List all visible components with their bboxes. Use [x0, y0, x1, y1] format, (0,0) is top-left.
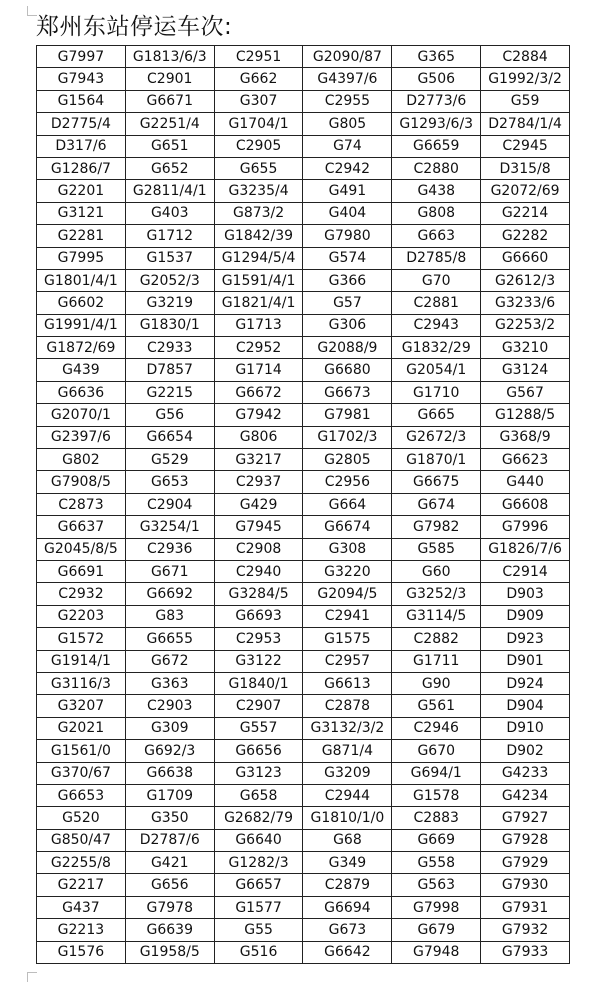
train-number-cell: G1810/1/0: [303, 807, 392, 829]
train-number-cell: G7943: [37, 68, 126, 90]
train-number-cell: C2884: [481, 46, 570, 68]
train-number-cell: G1872/69: [37, 337, 126, 359]
train-number-cell: G1914/1: [37, 650, 126, 672]
train-number-cell: G3210: [481, 337, 570, 359]
train-number-cell: G70: [392, 269, 481, 291]
train-number-cell: G7929: [481, 852, 570, 874]
train-number-cell: G83: [125, 605, 214, 627]
train-number-cell: G662: [214, 68, 303, 90]
train-number-cell: G403: [125, 202, 214, 224]
train-number-cell: G421: [125, 852, 214, 874]
train-number-cell: G1288/5: [481, 404, 570, 426]
train-number-cell: G3254/1: [125, 516, 214, 538]
train-number-cell: D7857: [125, 359, 214, 381]
train-number-cell: G2282: [481, 225, 570, 247]
train-number-cell: G1709: [125, 784, 214, 806]
train-number-cell: G1578: [392, 784, 481, 806]
train-number-cell: G1537: [125, 247, 214, 269]
train-number-cell: G2045/8/5: [37, 538, 126, 560]
train-number-cell: G692/3: [125, 740, 214, 762]
train-number-cell: G2215: [125, 381, 214, 403]
train-number-cell: G1711: [392, 650, 481, 672]
train-number-cell: G6639: [125, 919, 214, 941]
train-number-cell: G655: [214, 157, 303, 179]
table-row: [37, 560, 570, 582]
train-number-cell: D317/6: [37, 135, 126, 157]
train-number-cell: G7948: [392, 941, 481, 963]
train-number-cell: G1293/6/3: [392, 113, 481, 135]
train-number-cell: C2879: [303, 874, 392, 896]
train-number-cell: G55: [214, 919, 303, 941]
train-number-cell: G56: [125, 404, 214, 426]
train-number-cell: G1813/6/3: [125, 46, 214, 68]
train-number-cell: G658: [214, 784, 303, 806]
table-row: [37, 807, 570, 829]
train-number-cell: G2052/3: [125, 269, 214, 291]
train-number-cell: G350: [125, 807, 214, 829]
table-row: [37, 650, 570, 672]
train-number-cell: G652: [125, 157, 214, 179]
train-number-cell: G529: [125, 449, 214, 471]
train-number-cell: G1572: [37, 628, 126, 650]
train-number-cell: G2217: [37, 874, 126, 896]
train-number-cell: C2942: [303, 157, 392, 179]
train-number-cell: G2251/4: [125, 113, 214, 135]
table-row: [37, 829, 570, 851]
table-row: [37, 46, 570, 68]
train-number-cell: G3132/3/2: [303, 717, 392, 739]
train-number-cell: C2880: [392, 157, 481, 179]
train-number-cell: G68: [303, 829, 392, 851]
table-row: [37, 426, 570, 448]
train-number-cell: G674: [392, 493, 481, 515]
train-number-cell: D901: [481, 650, 570, 672]
train-number-cell: G670: [392, 740, 481, 762]
train-number-cell: G3209: [303, 762, 392, 784]
train-number-cell: G656: [125, 874, 214, 896]
train-number-cell: G2255/8: [37, 852, 126, 874]
train-number-cell: G2094/5: [303, 583, 392, 605]
train-number-cell: G1575: [303, 628, 392, 650]
page-corner-mark-bottom: [27, 972, 37, 982]
train-number-cell: D902: [481, 740, 570, 762]
train-number-cell: G673: [303, 919, 392, 941]
table-row: [37, 538, 570, 560]
train-number-cell: G1713: [214, 314, 303, 336]
train-number-cell: G2201: [37, 180, 126, 202]
table-row: [37, 359, 570, 381]
train-number-cell: C2908: [214, 538, 303, 560]
table-body: [37, 46, 570, 964]
train-number-cell: D923: [481, 628, 570, 650]
train-number-cell: D2784/1/4: [481, 113, 570, 135]
train-number-cell: G6656: [214, 740, 303, 762]
train-number-cell: G437: [37, 896, 126, 918]
table-row: [37, 516, 570, 538]
train-number-cell: G651: [125, 135, 214, 157]
train-number-cell: G3219: [125, 292, 214, 314]
train-number-cell: G1710: [392, 381, 481, 403]
train-number-cell: G1294/5/4: [214, 247, 303, 269]
train-number-cell: G7995: [37, 247, 126, 269]
train-number-cell: G1991/4/1: [37, 314, 126, 336]
table-row: [37, 157, 570, 179]
train-number-cell: G6660: [481, 247, 570, 269]
train-number-cell: G806: [214, 426, 303, 448]
train-number-cell: G6654: [125, 426, 214, 448]
train-number-cell: G6653: [37, 784, 126, 806]
train-number-cell: G873/2: [214, 202, 303, 224]
train-number-cell: G1840/1: [214, 672, 303, 694]
train-number-cell: G6657: [214, 874, 303, 896]
train-number-cell: G6608: [481, 493, 570, 515]
train-number-cell: C2943: [392, 314, 481, 336]
train-number-cell: G491: [303, 180, 392, 202]
train-number-cell: C2937: [214, 471, 303, 493]
train-number-cell: G6693: [214, 605, 303, 627]
train-number-cell: D2775/4: [37, 113, 126, 135]
train-number-cell: C2914: [481, 560, 570, 582]
train-number-cell: G516: [214, 941, 303, 963]
train-number-cell: G1577: [214, 896, 303, 918]
train-number-cell: G3207: [37, 695, 126, 717]
train-number-cell: D315/8: [481, 157, 570, 179]
train-number-cell: C2904: [125, 493, 214, 515]
train-number-cell: G3121: [37, 202, 126, 224]
table-row: [37, 269, 570, 291]
train-number-cell: G6638: [125, 762, 214, 784]
table-row: [37, 404, 570, 426]
table-row: [37, 449, 570, 471]
train-number-cell: G2088/9: [303, 337, 392, 359]
table-row: [37, 135, 570, 157]
train-number-cell: G366: [303, 269, 392, 291]
table-row: [37, 740, 570, 762]
train-number-cell: C2945: [481, 135, 570, 157]
train-number-cell: G1832/29: [392, 337, 481, 359]
train-number-cell: G4397/6: [303, 68, 392, 90]
train-number-cell: G6674: [303, 516, 392, 538]
train-number-cell: G2090/87: [303, 46, 392, 68]
train-number-cell: G6691: [37, 560, 126, 582]
train-number-cell: C2956: [303, 471, 392, 493]
train-number-cell: G363: [125, 672, 214, 694]
train-number-cell: G3123: [214, 762, 303, 784]
table-row: [37, 896, 570, 918]
train-number-cell: G1561/0: [37, 740, 126, 762]
train-number-cell: G585: [392, 538, 481, 560]
train-number-cell: G1714: [214, 359, 303, 381]
train-number-cell: C2903: [125, 695, 214, 717]
train-number-cell: G2281: [37, 225, 126, 247]
train-number-cell: G365: [392, 46, 481, 68]
train-number-cell: D909: [481, 605, 570, 627]
table-row: [37, 672, 570, 694]
train-number-cell: G3235/4: [214, 180, 303, 202]
train-number-cell: G506: [392, 68, 481, 90]
table-row: [37, 471, 570, 493]
train-number-cell: G1830/1: [125, 314, 214, 336]
table-row: [37, 247, 570, 269]
table-row: [37, 381, 570, 403]
train-number-cell: G6623: [481, 449, 570, 471]
train-number-cell: G2811/4/1: [125, 180, 214, 202]
train-number-cell: C2933: [125, 337, 214, 359]
train-number-cell: G7997: [37, 46, 126, 68]
train-number-cell: G3116/3: [37, 672, 126, 694]
train-number-cell: G6655: [125, 628, 214, 650]
train-number-cell: G3252/3: [392, 583, 481, 605]
train-number-cell: G4233: [481, 762, 570, 784]
train-number-cell: G6673: [303, 381, 392, 403]
train-number-cell: C2901: [125, 68, 214, 90]
train-number-cell: G2682/79: [214, 807, 303, 829]
train-number-cell: D2785/8: [392, 247, 481, 269]
table-row: [37, 493, 570, 515]
train-number-cell: C2883: [392, 807, 481, 829]
train-number-cell: G1286/7: [37, 157, 126, 179]
train-number-cell: G808: [392, 202, 481, 224]
train-number-cell: G1591/4/1: [214, 269, 303, 291]
table-row: [37, 202, 570, 224]
train-number-cell: G1992/3/2: [481, 68, 570, 90]
train-number-cell: G664: [303, 493, 392, 515]
table-row: [37, 68, 570, 90]
table-row: [37, 292, 570, 314]
train-number-cell: C2878: [303, 695, 392, 717]
train-number-cell: C2944: [303, 784, 392, 806]
train-number-cell: D2773/6: [392, 90, 481, 112]
train-number-cell: G850/47: [37, 829, 126, 851]
table-row: [37, 225, 570, 247]
train-number-cell: G6675: [392, 471, 481, 493]
train-number-cell: G561: [392, 695, 481, 717]
train-number-cell: D924: [481, 672, 570, 694]
train-number-cell: G4234: [481, 784, 570, 806]
train-number-cell: G663: [392, 225, 481, 247]
train-number-cell: G90: [392, 672, 481, 694]
table-row: [37, 180, 570, 202]
train-number-cell: G669: [392, 829, 481, 851]
train-number-cell: G3114/5: [392, 605, 481, 627]
table-row: [37, 762, 570, 784]
train-number-cell: G2054/1: [392, 359, 481, 381]
train-number-cell: G2203: [37, 605, 126, 627]
train-number-cell: C2881: [392, 292, 481, 314]
train-number-cell: G404: [303, 202, 392, 224]
train-number-cell: G1702/3: [303, 426, 392, 448]
train-number-cell: G7978: [125, 896, 214, 918]
train-number-cell: G6640: [214, 829, 303, 851]
train-number-cell: G671: [125, 560, 214, 582]
train-number-cell: C2946: [392, 717, 481, 739]
table-row: [37, 852, 570, 874]
train-number-cell: G429: [214, 493, 303, 515]
table-row: [37, 941, 570, 963]
train-number-cell: C2957: [303, 650, 392, 672]
table-row: [37, 605, 570, 627]
train-number-cell: G6671: [125, 90, 214, 112]
train-number-cell: G59: [481, 90, 570, 112]
table-row: [37, 583, 570, 605]
train-number-cell: G567: [481, 381, 570, 403]
train-number-cell: D2787/6: [125, 829, 214, 851]
table-row: [37, 717, 570, 739]
train-number-cell: G7930: [481, 874, 570, 896]
train-number-cell: C2936: [125, 538, 214, 560]
train-number-cell: G805: [303, 113, 392, 135]
train-number-cell: G7942: [214, 404, 303, 426]
table-row: [37, 90, 570, 112]
train-number-cell: G2214: [481, 202, 570, 224]
train-number-cell: G2070/1: [37, 404, 126, 426]
train-number-cell: G694/1: [392, 762, 481, 784]
train-number-cell: G563: [392, 874, 481, 896]
train-number-cell: G368/9: [481, 426, 570, 448]
train-number-cell: D904: [481, 695, 570, 717]
train-number-cell: G440: [481, 471, 570, 493]
train-number-cell: C2907: [214, 695, 303, 717]
train-number-cell: C2940: [214, 560, 303, 582]
train-number-cell: D910: [481, 717, 570, 739]
train-number-cell: G1801/4/1: [37, 269, 126, 291]
train-number-cell: G438: [392, 180, 481, 202]
train-number-cell: G439: [37, 359, 126, 381]
table-row: [37, 113, 570, 135]
train-number-cell: G1712: [125, 225, 214, 247]
train-number-cell: G7982: [392, 516, 481, 538]
train-number-cell: G370/67: [37, 762, 126, 784]
train-number-cell: G665: [392, 404, 481, 426]
train-number-cell: G6637: [37, 516, 126, 538]
train-number-cell: G7928: [481, 829, 570, 851]
train-number-cell: G2612/3: [481, 269, 570, 291]
table-row: [37, 919, 570, 941]
train-number-cell: G6613: [303, 672, 392, 694]
train-number-cell: G6680: [303, 359, 392, 381]
train-number-cell: C2953: [214, 628, 303, 650]
train-number-cell: G7932: [481, 919, 570, 941]
train-number-cell: G7981: [303, 404, 392, 426]
train-number-cell: G74: [303, 135, 392, 157]
train-number-cell: G3233/6: [481, 292, 570, 314]
train-number-cell: C2955: [303, 90, 392, 112]
train-number-cell: G2253/2: [481, 314, 570, 336]
train-number-cell: G7980: [303, 225, 392, 247]
train-number-cell: G1564: [37, 90, 126, 112]
train-number-cell: G653: [125, 471, 214, 493]
train-number-cell: G802: [37, 449, 126, 471]
train-number-cell: G7996: [481, 516, 570, 538]
train-number-cell: G1870/1: [392, 449, 481, 471]
train-number-cell: G3217: [214, 449, 303, 471]
train-number-cell: G349: [303, 852, 392, 874]
train-number-cell: G1842/39: [214, 225, 303, 247]
train-number-cell: G2805: [303, 449, 392, 471]
train-number-cell: G6694: [303, 896, 392, 918]
table-row: [37, 874, 570, 896]
train-number-cell: G1704/1: [214, 113, 303, 135]
train-number-cell: G7927: [481, 807, 570, 829]
train-number-cell: G306: [303, 314, 392, 336]
train-number-cell: C2873: [37, 493, 126, 515]
train-number-cell: G2672/3: [392, 426, 481, 448]
train-number-cell: G679: [392, 919, 481, 941]
train-number-cell: G7931: [481, 896, 570, 918]
train-number-cell: G558: [392, 852, 481, 874]
train-number-cell: G6692: [125, 583, 214, 605]
train-number-cell: G1576: [37, 941, 126, 963]
table-row: [37, 337, 570, 359]
train-number-cell: G1958/5: [125, 941, 214, 963]
train-number-cell: G2213: [37, 919, 126, 941]
train-number-cell: G7998: [392, 896, 481, 918]
train-number-cell: C2952: [214, 337, 303, 359]
train-number-cell: G3284/5: [214, 583, 303, 605]
train-number-cell: G307: [214, 90, 303, 112]
train-number-cell: G672: [125, 650, 214, 672]
train-number-cell: G6602: [37, 292, 126, 314]
train-number-cell: G1826/7/6: [481, 538, 570, 560]
train-number-cell: G7945: [214, 516, 303, 538]
train-number-cell: C2882: [392, 628, 481, 650]
train-number-cell: G308: [303, 538, 392, 560]
table-row: [37, 314, 570, 336]
train-number-cell: G6636: [37, 381, 126, 403]
train-number-cell: C2951: [214, 46, 303, 68]
train-number-cell: C2905: [214, 135, 303, 157]
train-number-cell: G1821/4/1: [214, 292, 303, 314]
train-number-cell: D903: [481, 583, 570, 605]
table-row: [37, 628, 570, 650]
table-row: [37, 695, 570, 717]
train-number-cell: G2072/69: [481, 180, 570, 202]
train-number-cell: G6672: [214, 381, 303, 403]
train-number-cell: G6659: [392, 135, 481, 157]
train-number-cell: G57: [303, 292, 392, 314]
train-number-cell: G7908/5: [37, 471, 126, 493]
table-row: [37, 784, 570, 806]
train-number-cell: G309: [125, 717, 214, 739]
train-number-cell: G7933: [481, 941, 570, 963]
train-number-cell: G574: [303, 247, 392, 269]
train-number-cell: G520: [37, 807, 126, 829]
train-number-cell: G3122: [214, 650, 303, 672]
page-title: 郑州东站停运车次:: [36, 14, 233, 40]
train-number-cell: C2932: [37, 583, 126, 605]
train-number-cell: G6642: [303, 941, 392, 963]
train-number-cell: G557: [214, 717, 303, 739]
train-number-cell: C2941: [303, 605, 392, 627]
train-number-cell: G3124: [481, 359, 570, 381]
suspended-trains-table: [36, 45, 570, 964]
train-number-cell: G2397/6: [37, 426, 126, 448]
train-number-cell: G2021: [37, 717, 126, 739]
train-number-cell: G1282/3: [214, 852, 303, 874]
train-number-cell: G60: [392, 560, 481, 582]
train-number-cell: G3220: [303, 560, 392, 582]
train-number-cell: G871/4: [303, 740, 392, 762]
